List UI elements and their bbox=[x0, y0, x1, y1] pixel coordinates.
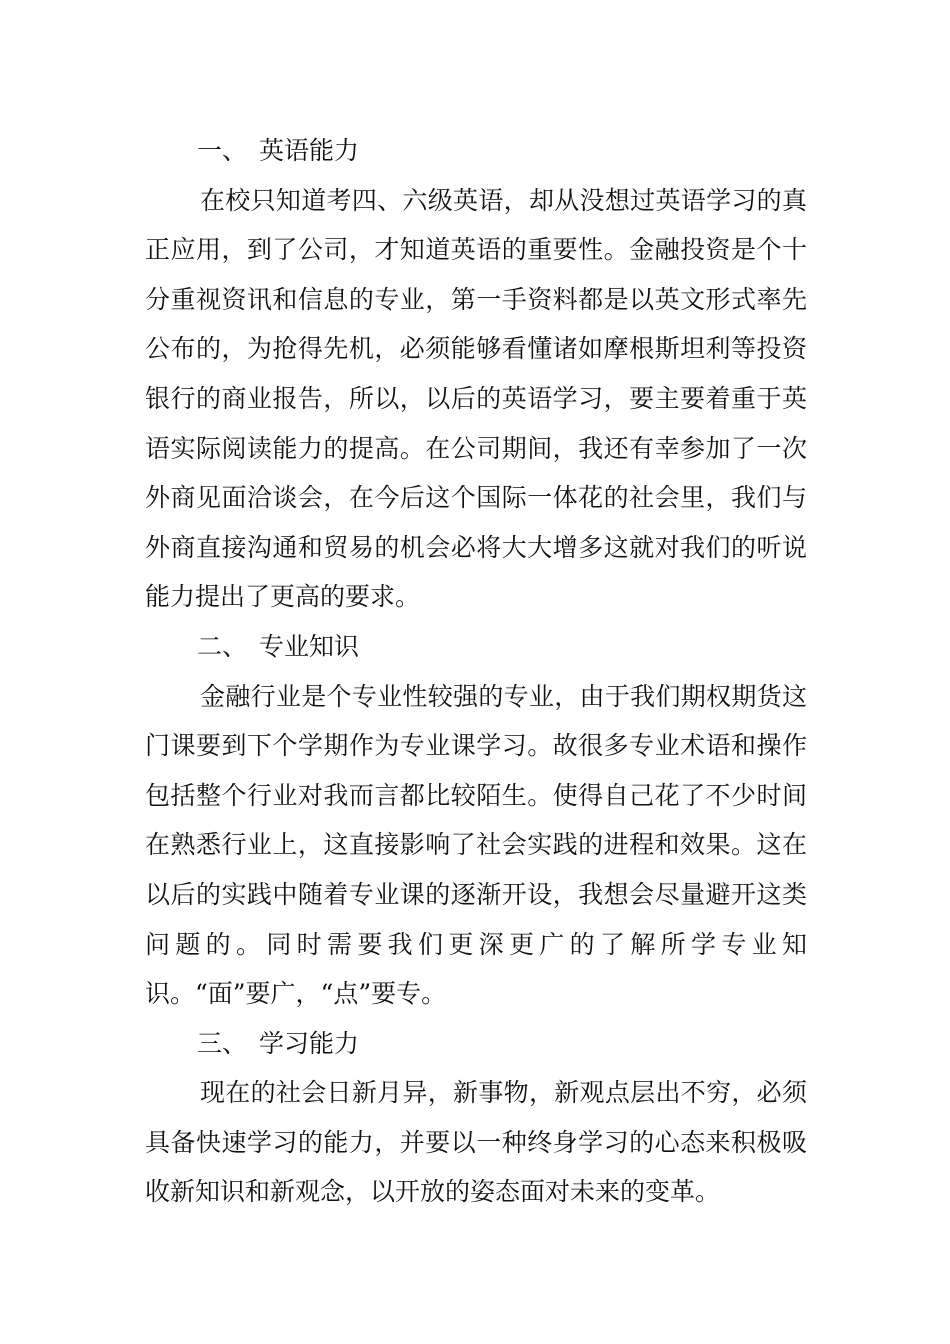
document-body bbox=[145, 126, 807, 1217]
section-paragraph-english: 在校只知道考四、六级英语，却从没想过英语学习的真正应用，到了公司，才知道英语的重要性。金融投资是个十分重视资讯和信息的专业，第一手资料都是以英文形式率先公布的，为抢得先机，必须能够看懂诸如摩根斯坦利等投资银行的商业报告，所以，以后的英语学习，要主要着重于英语实际阅读能力的提高。在公司期间，我还有幸参加了一次外商见面洽谈会，在今后这个国际一体花的社会里，我们与外商直接沟通和贸易的机会必将大大增多这就对我们的听说能力提出了更高的要求。 bbox=[145, 185, 807, 612]
section-heading-english bbox=[145, 126, 807, 176]
section-number: 二、 bbox=[197, 631, 248, 661]
section-heading-professional-knowledge bbox=[145, 622, 807, 672]
section-title: 专业知识 bbox=[259, 631, 360, 661]
section-number: 三、 bbox=[197, 1028, 248, 1058]
section-title: 学习能力 bbox=[259, 1028, 360, 1058]
section-heading-learning-ability bbox=[145, 1019, 807, 1069]
section-paragraph-learning-ability: 现在的社会日新月异，新事物，新观点层出不穷，必须具备快速学习的能力，并要以一种终身学习的心态来积极吸收新知识和新观念，以开放的姿态面对未来的变革。 bbox=[145, 1078, 807, 1207]
section-title: 英语能力 bbox=[259, 136, 360, 165]
section-number: 一、 bbox=[197, 136, 248, 165]
section-paragraph-professional-knowledge: 金融行业是个专业性较强的专业，由于我们期权期货这门课要到下个学期作为专业课学习。故很多专业术语和操作包括整个行业对我而言都比较陌生。使得自己花了不少时间在熟悉行业上，这直接影响了社会实践的进程和效果。这在以后的实践中随着专业课的逐渐开设，我想会尽量避开这类问题的。同时需要我们更深更广的了解所学专业知识。“面”要广，“点”要专。 bbox=[145, 681, 807, 1009]
